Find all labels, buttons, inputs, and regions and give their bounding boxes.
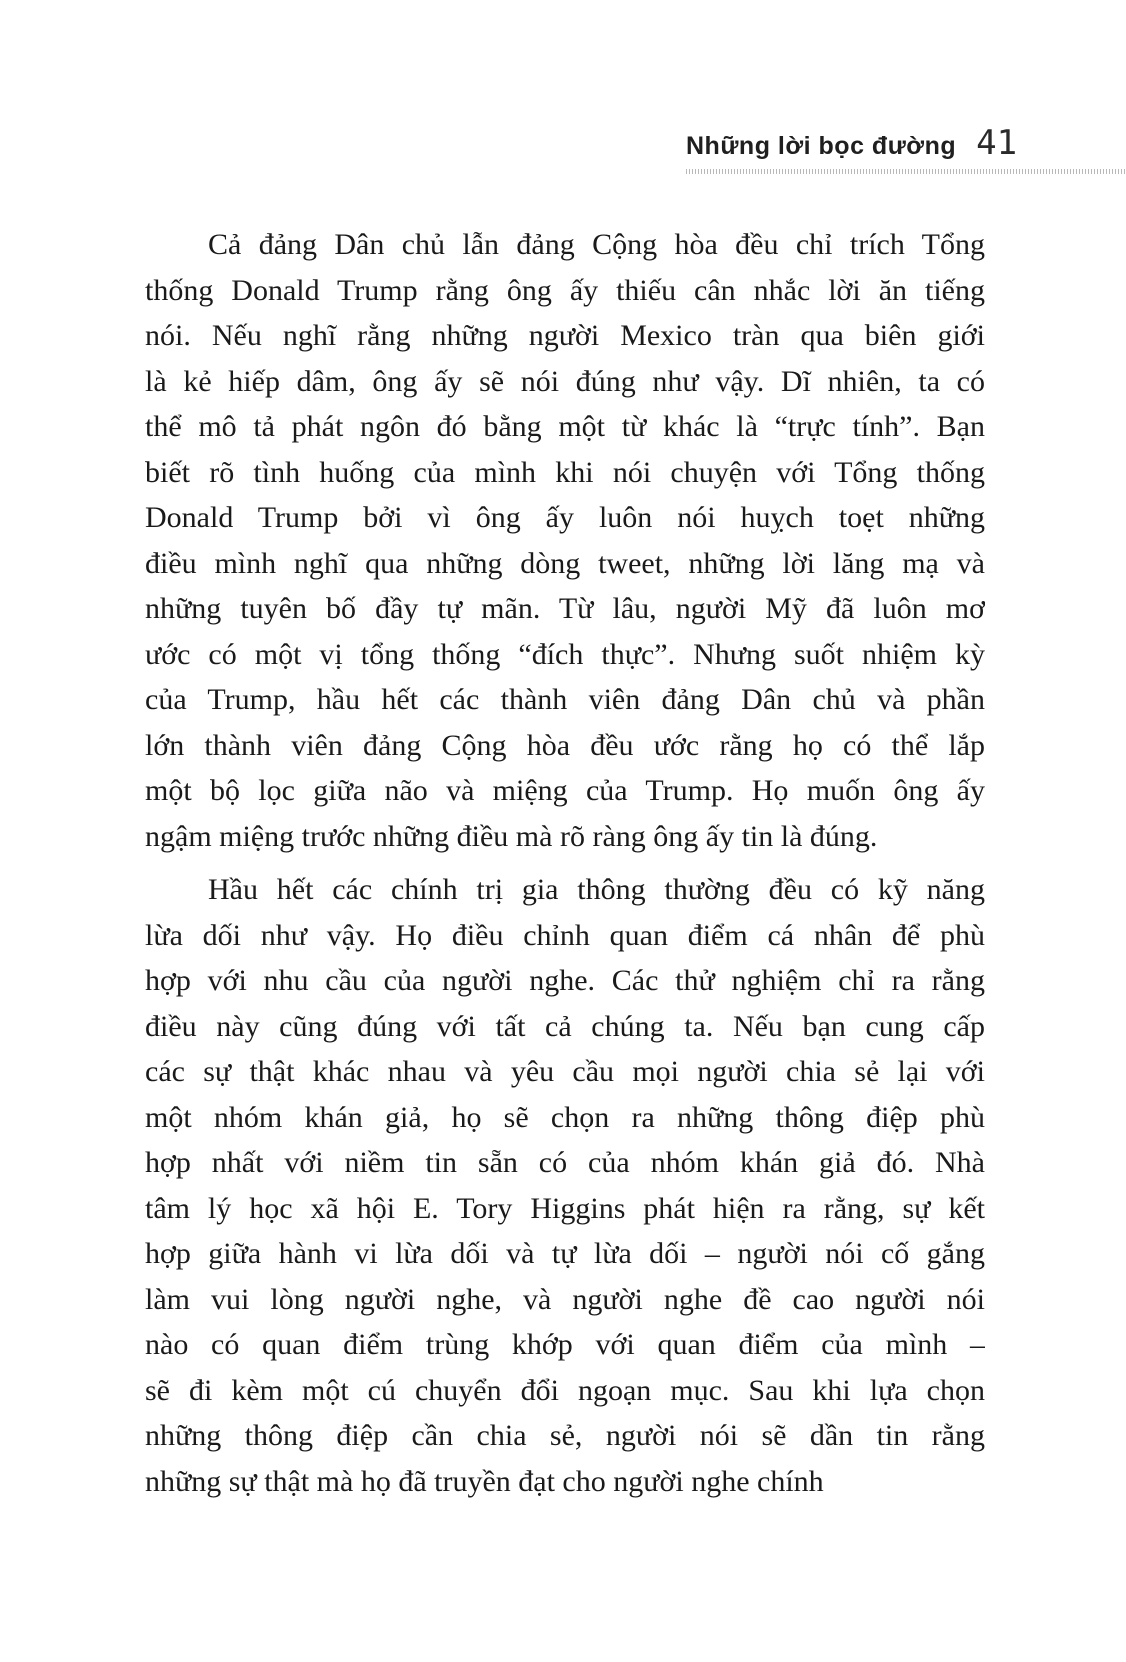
header-dotted-rule [686, 169, 1126, 174]
body-text [145, 222, 985, 1504]
text-line: lừa dối như vậy. Họ điều chỉnh quan điểm cá nhân để phù [145, 918, 985, 952]
text-line: nào có quan điểm trùng khớp với quan điểm của mình – [145, 1328, 985, 1361]
paragraph-2 [145, 867, 985, 1504]
text-line: ngậm miệng trước những điều mà rõ ràng ông ấy tin là đúng. [145, 819, 878, 853]
text-line: hợp với nhu cầu của người nghe. Các thử nghiệm chỉ ra rằng [145, 964, 985, 997]
text-line: một bộ lọc giữa não và miệng của Trump. Họ muốn ông ấy [145, 774, 985, 807]
text-line: thống Donald Trump rằng ông ấy thiếu cân nhắc lời ăn tiếng [145, 273, 985, 307]
paragraph-1 [145, 222, 985, 859]
text-line: những tuyên bố đầy tự mãn. Từ lâu, người Mỹ đã luôn mơ [145, 592, 985, 625]
running-header-text [686, 123, 1126, 163]
page-number: 41 [976, 123, 1018, 163]
text-line: ước có một vị tổng thống “đích thực”. Nhưng suốt nhiệm kỳ [145, 637, 985, 671]
text-line: Hầu hết các chính trị gia thông thường đều có kỹ năng [208, 873, 985, 906]
text-line: biết rõ tình huống của mình khi nói chuyện với Tổng thống [145, 455, 985, 489]
running-title: Những lời bọc đường [686, 132, 957, 160]
text-line: là kẻ hiếp dâm, ông ấy sẽ nói đúng như vậy. Dĩ nhiên, ta có [145, 364, 985, 398]
text-line: tâm lý học xã hội E. Tory Higgins phát hiện ra rằng, sự kết [145, 1191, 985, 1225]
text-line: điều này cũng đúng với tất cả chúng ta. Nếu bạn cung cấp [145, 1009, 985, 1043]
text-line: điều mình nghĩ qua những dòng tweet, những lời lăng mạ và [145, 546, 985, 580]
text-line: hợp giữa hành vi lừa dối và tự lừa dối – người nói cố gắng [145, 1237, 985, 1270]
text-line: nói. Nếu nghĩ rằng những người Mexico tràn qua biên giới [145, 319, 985, 352]
text-line: các sự thật khác nhau và yêu cầu mọi người chia sẻ lại với [145, 1055, 985, 1088]
text-line: những sự thật mà họ đã truyền đạt cho người nghe chính [145, 1464, 824, 1498]
text-line: Donald Trump bởi vì ông ấy luôn nói huỵch toẹt những [145, 501, 985, 534]
running-header [686, 123, 1126, 174]
text-line: Cả đảng Dân chủ lẫn đảng Cộng hòa đều chỉ trích Tổng [208, 228, 985, 261]
text-line: một nhóm khán giả, họ sẽ chọn ra những thông điệp phù [145, 1100, 985, 1134]
text-line: lớn thành viên đảng Cộng hòa đều ước rằng họ có thể lắp [145, 728, 985, 762]
text-line: hợp nhất với niềm tin sẵn có của nhóm khán giả đó. Nhà [145, 1146, 985, 1179]
text-line: những thông điệp cần chia sẻ, người nói sẽ dần tin rằng [145, 1419, 985, 1452]
text-line: làm vui lòng người nghe, và người nghe đề cao người nói [145, 1282, 985, 1316]
text-line: sẽ đi kèm một cú chuyển đổi ngoạn mục. Sau khi lựa chọn [145, 1373, 985, 1407]
text-line: của Trump, hầu hết các thành viên đảng Dân chủ và phần [145, 683, 985, 716]
text-line: thể mô tả phát ngôn đó bằng một từ khác là “trực tính”. Bạn [145, 410, 985, 443]
